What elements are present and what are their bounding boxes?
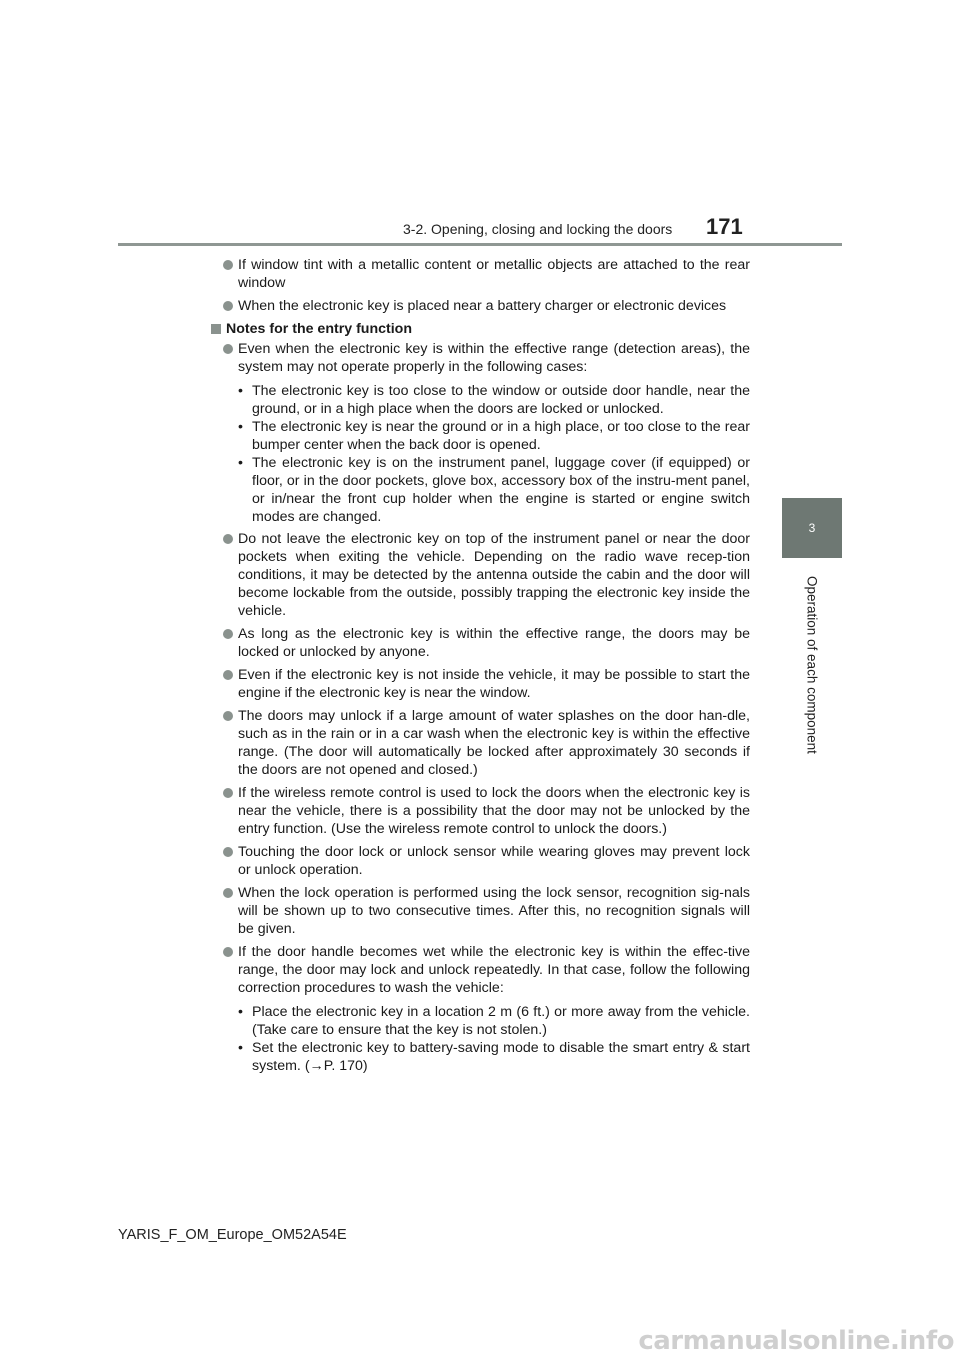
bullet-icon xyxy=(223,670,233,680)
dot-icon: • xyxy=(238,1004,243,1020)
section-heading: Notes for the entry function xyxy=(210,320,750,338)
list-item: If the door handle becomes wet while the electronic key is within the effec-tive range, the door may lock and unlock repeatedly. In that case, follow the following correction procedures to wash the vehicle: xyxy=(210,943,750,997)
sub-list-item: • The electronic key is on the instrument panel, luggage cover (if equipped) or floor, or in the door pockets, glove box, accessory box of the instru-ment panel, or in/near the front cup holder when the engine is started or engine switch modes are changed. xyxy=(238,455,750,525)
sub-list-item: • Set the electronic key to battery-saving mode to disable the smart entry & start system. (→P. 170) xyxy=(238,1040,750,1074)
bullet-icon xyxy=(223,711,233,721)
sub-list xyxy=(210,1003,750,1075)
bullet-icon xyxy=(223,629,233,639)
list-item: Do not leave the electronic key on top of the instrument panel or near the door pockets when exiting the vehicle. Depending on the radio wave recep-tion conditions, it may be detected by the antenna outside the cabin and the door will become lockable from the outside, possibly trapping the electronic key inside the vehicle. xyxy=(210,530,750,620)
sub-list-item: • Place the electronic key in a location 2 m (6 ft.) or more away from the vehicle. (Take care to ensure that the key is not stolen.) xyxy=(238,1004,750,1038)
header-divider xyxy=(118,243,842,246)
list-item: If the wireless remote control is used to lock the doors when the electronic key is near the vehicle, there is a possibility that the door may not be unlocked by the entry function. (Use the wireless remote control to unlock the doors.) xyxy=(210,784,750,838)
page-content xyxy=(210,256,750,1079)
chapter-caption-wrap xyxy=(782,565,842,765)
list-item: When the lock operation is performed using the lock sensor, recognition sig-nals will be shown up to two consecutive times. After this, no recognition signals will be given. xyxy=(210,884,750,938)
dot-icon: • xyxy=(238,455,243,471)
bullet-icon xyxy=(223,260,233,270)
bullet-icon xyxy=(223,947,233,957)
list-item: If window tint with a metallic content or metallic objects are attached to the rear window xyxy=(210,256,750,292)
page-number: 171 xyxy=(706,214,743,239)
bullet-icon xyxy=(223,534,233,544)
dot-icon: • xyxy=(238,383,243,399)
square-bullet-icon xyxy=(211,324,221,334)
bullet-icon xyxy=(223,788,233,798)
section-title: 3-2. Opening, closing and locking the doors xyxy=(403,221,673,237)
dot-icon: • xyxy=(238,1040,243,1056)
sub-list-item: • The electronic key is near the ground or in a high place, or too close to the rear bumper center when the back door is opened. xyxy=(238,419,750,453)
dot-icon: • xyxy=(238,419,243,435)
list-item: The doors may unlock if a large amount of water splashes on the door han-dle, such as in the rain or in a car wash when the electronic key is within the effective range. (The door will automatically be locked after approximately 30 seconds if the doors are not opened and closed.) xyxy=(210,707,750,779)
sub-list xyxy=(210,382,750,526)
chapter-number: 3 xyxy=(808,521,816,535)
bullet-icon xyxy=(223,847,233,857)
chapter-caption: Operation of each component xyxy=(804,576,820,754)
bullet-icon xyxy=(223,888,233,898)
document-code: YARIS_F_OM_Europe_OM52A54E xyxy=(118,1227,347,1243)
sub-list-item: • The electronic key is too close to the window or outside door handle, near the ground, or in a high place when the doors are locked or unlocked. xyxy=(238,383,750,417)
list-item: When the electronic key is placed near a battery charger or electronic devices xyxy=(210,297,750,315)
list-item: As long as the electronic key is within the effective range, the doors may be locked or unlocked by anyone. xyxy=(210,625,750,661)
list-item: Even when the electronic key is within the effective range (detection areas), the system may not operate properly in the following cases: xyxy=(210,340,750,376)
list-item: Even if the electronic key is not inside the vehicle, it may be possible to start the engine if the electronic key is near the window. xyxy=(210,666,750,702)
bullet-icon xyxy=(223,344,233,354)
list-item: Touching the door lock or unlock sensor while wearing gloves may prevent lock or unlock operation. xyxy=(210,843,750,879)
watermark: carmanualsonline.info xyxy=(638,1326,954,1356)
chapter-tab xyxy=(782,498,842,558)
bullet-icon xyxy=(223,301,233,311)
